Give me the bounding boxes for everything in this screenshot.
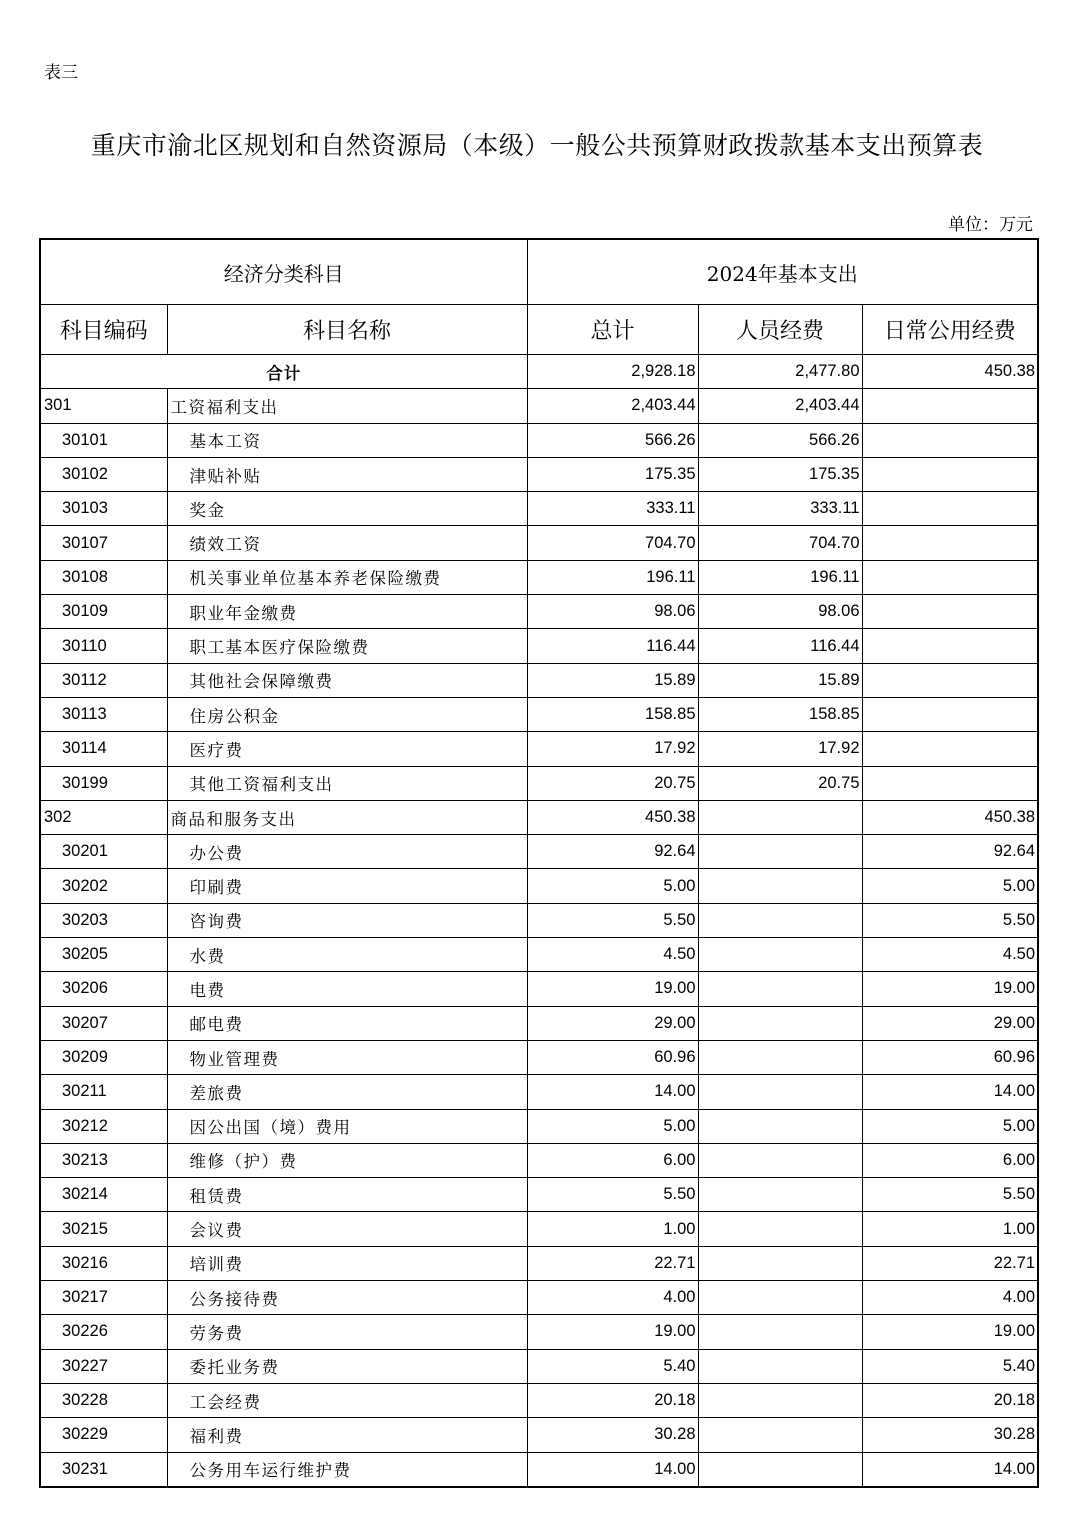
row-name: 因公出国（境）费用 — [167, 1109, 527, 1143]
row-name: 办公费 — [167, 835, 527, 869]
row-personnel: 158.85 — [698, 697, 862, 731]
row-total: 333.11 — [527, 492, 698, 526]
row-personnel — [698, 1006, 862, 1040]
row-name: 咨询费 — [167, 903, 527, 937]
row-daily-public: 14.00 — [862, 1075, 1038, 1109]
row-name: 机关事业单位基本养老保险缴费 — [167, 560, 527, 594]
table-row — [40, 1452, 1038, 1487]
row-daily-public: 19.00 — [862, 1315, 1038, 1349]
row-total: 19.00 — [527, 972, 698, 1006]
table-row — [40, 938, 1038, 972]
row-total: 15.89 — [527, 663, 698, 697]
row-daily-public — [862, 389, 1038, 423]
row-total: 14.00 — [527, 1075, 698, 1109]
table-row — [40, 732, 1038, 766]
table-row — [40, 903, 1038, 937]
table-row — [40, 560, 1038, 594]
row-daily-public — [862, 423, 1038, 457]
row-total: 29.00 — [527, 1006, 698, 1040]
row-total: 19.00 — [527, 1315, 698, 1349]
row-personnel — [698, 1143, 862, 1177]
row-personnel — [698, 1075, 862, 1109]
total-total: 2,928.18 — [527, 355, 698, 389]
row-name: 住房公积金 — [167, 697, 527, 731]
table-row — [40, 423, 1038, 457]
row-name: 委托业务费 — [167, 1349, 527, 1383]
table-row — [40, 663, 1038, 697]
row-total: 4.00 — [527, 1281, 698, 1315]
row-daily-public: 4.50 — [862, 938, 1038, 972]
row-code: 30112 — [40, 663, 167, 697]
row-daily-public: 20.18 — [862, 1383, 1038, 1417]
row-code: 30110 — [40, 629, 167, 663]
row-personnel — [698, 1315, 862, 1349]
row-total: 2,403.44 — [527, 389, 698, 423]
row-daily-public: 450.38 — [862, 800, 1038, 834]
row-personnel: 116.44 — [698, 629, 862, 663]
row-code: 30211 — [40, 1075, 167, 1109]
table-row — [40, 629, 1038, 663]
row-name: 培训费 — [167, 1246, 527, 1280]
row-personnel — [698, 1178, 862, 1212]
row-total: 158.85 — [527, 697, 698, 731]
table-number: 表三 — [44, 63, 78, 83]
row-code: 30216 — [40, 1246, 167, 1280]
row-code: 30209 — [40, 1040, 167, 1074]
row-daily-public: 1.00 — [862, 1212, 1038, 1246]
table-row — [40, 492, 1038, 526]
row-personnel: 2,403.44 — [698, 389, 862, 423]
row-daily-public — [862, 457, 1038, 491]
row-daily-public: 22.71 — [862, 1246, 1038, 1280]
row-personnel — [698, 1418, 862, 1452]
row-total: 5.00 — [527, 1109, 698, 1143]
row-name: 电费 — [167, 972, 527, 1006]
row-name: 维修（护）费 — [167, 1143, 527, 1177]
row-code: 301 — [40, 389, 167, 423]
row-personnel — [698, 800, 862, 834]
row-code: 30113 — [40, 697, 167, 731]
row-name: 印刷费 — [167, 869, 527, 903]
row-code: 30217 — [40, 1281, 167, 1315]
row-name: 绩效工资 — [167, 526, 527, 560]
header-code: 科目编码 — [40, 305, 167, 355]
table-row — [40, 595, 1038, 629]
row-code: 30114 — [40, 732, 167, 766]
row-name: 物业管理费 — [167, 1040, 527, 1074]
row-name: 其他社会保障缴费 — [167, 663, 527, 697]
row-personnel — [698, 972, 862, 1006]
row-daily-public: 19.00 — [862, 972, 1038, 1006]
row-name: 差旅费 — [167, 1075, 527, 1109]
row-daily-public — [862, 629, 1038, 663]
row-daily-public — [862, 697, 1038, 731]
row-code: 30215 — [40, 1212, 167, 1246]
row-name: 职工基本医疗保险缴费 — [167, 629, 527, 663]
row-daily-public: 5.00 — [862, 869, 1038, 903]
row-name: 奖金 — [167, 492, 527, 526]
row-personnel — [698, 1383, 862, 1417]
row-code: 30205 — [40, 938, 167, 972]
row-name: 公务接待费 — [167, 1281, 527, 1315]
header-total: 总计 — [527, 305, 698, 355]
row-total: 60.96 — [527, 1040, 698, 1074]
row-name: 会议费 — [167, 1212, 527, 1246]
table-row — [40, 697, 1038, 731]
row-daily-public: 5.00 — [862, 1109, 1038, 1143]
row-daily-public: 30.28 — [862, 1418, 1038, 1452]
row-total: 116.44 — [527, 629, 698, 663]
row-code: 30109 — [40, 595, 167, 629]
row-daily-public — [862, 526, 1038, 560]
row-daily-public: 14.00 — [862, 1452, 1038, 1487]
row-code: 30207 — [40, 1006, 167, 1040]
row-personnel — [698, 869, 862, 903]
row-name: 医疗费 — [167, 732, 527, 766]
row-code: 30231 — [40, 1452, 167, 1487]
row-code: 30226 — [40, 1315, 167, 1349]
row-code: 30107 — [40, 526, 167, 560]
row-daily-public: 5.40 — [862, 1349, 1038, 1383]
row-personnel: 704.70 — [698, 526, 862, 560]
row-total: 98.06 — [527, 595, 698, 629]
header-row-columns — [40, 305, 1038, 355]
row-code: 30108 — [40, 560, 167, 594]
table-row — [40, 1383, 1038, 1417]
row-code: 30199 — [40, 766, 167, 800]
row-name: 租赁费 — [167, 1178, 527, 1212]
row-name: 劳务费 — [167, 1315, 527, 1349]
row-daily-public: 4.00 — [862, 1281, 1038, 1315]
row-total: 17.92 — [527, 732, 698, 766]
row-daily-public — [862, 663, 1038, 697]
table-row — [40, 1212, 1038, 1246]
row-personnel: 566.26 — [698, 423, 862, 457]
row-daily-public: 6.00 — [862, 1143, 1038, 1177]
row-personnel — [698, 1452, 862, 1487]
total-label: 合计 — [40, 355, 527, 389]
row-total: 566.26 — [527, 423, 698, 457]
row-code: 30101 — [40, 423, 167, 457]
row-personnel: 196.11 — [698, 560, 862, 594]
row-total: 4.50 — [527, 938, 698, 972]
row-name: 工会经费 — [167, 1383, 527, 1417]
row-personnel — [698, 903, 862, 937]
unit-label: 单位：万元 — [948, 215, 1033, 235]
row-daily-public: 5.50 — [862, 1178, 1038, 1212]
row-name: 水费 — [167, 938, 527, 972]
row-daily-public — [862, 732, 1038, 766]
header-name: 科目名称 — [167, 305, 527, 355]
row-name: 公务用车运行维护费 — [167, 1452, 527, 1487]
table-row — [40, 766, 1038, 800]
row-total: 6.00 — [527, 1143, 698, 1177]
header-basic-expense: 2024年基本支出 — [527, 239, 1038, 305]
table-row — [40, 835, 1038, 869]
table-row — [40, 1246, 1038, 1280]
row-code: 30203 — [40, 903, 167, 937]
table-row — [40, 1281, 1038, 1315]
row-total: 20.18 — [527, 1383, 698, 1417]
row-daily-public: 60.96 — [862, 1040, 1038, 1074]
row-total: 175.35 — [527, 457, 698, 491]
row-personnel — [698, 1109, 862, 1143]
row-code: 30229 — [40, 1418, 167, 1452]
row-personnel: 98.06 — [698, 595, 862, 629]
row-daily-public: 92.64 — [862, 835, 1038, 869]
row-code: 30202 — [40, 869, 167, 903]
row-name: 工资福利支出 — [167, 389, 527, 423]
row-personnel — [698, 835, 862, 869]
row-total: 1.00 — [527, 1212, 698, 1246]
row-name: 职业年金缴费 — [167, 595, 527, 629]
row-personnel — [698, 1212, 862, 1246]
row-personnel — [698, 1349, 862, 1383]
row-total: 22.71 — [527, 1246, 698, 1280]
row-personnel — [698, 938, 862, 972]
row-personnel: 333.11 — [698, 492, 862, 526]
row-code: 302 — [40, 800, 167, 834]
row-total: 92.64 — [527, 835, 698, 869]
table-row — [40, 1040, 1038, 1074]
row-daily-public: 5.50 — [862, 903, 1038, 937]
row-code: 30102 — [40, 457, 167, 491]
header-daily-public: 日常公用经费 — [862, 305, 1038, 355]
table-row — [40, 1349, 1038, 1383]
table-row — [40, 1006, 1038, 1040]
row-code: 30103 — [40, 492, 167, 526]
row-total: 14.00 — [527, 1452, 698, 1487]
row-total: 5.50 — [527, 1178, 698, 1212]
row-personnel: 15.89 — [698, 663, 862, 697]
header-row-group — [40, 239, 1038, 305]
row-daily-public — [862, 766, 1038, 800]
row-personnel: 17.92 — [698, 732, 862, 766]
row-name: 津贴补贴 — [167, 457, 527, 491]
row-total: 450.38 — [527, 800, 698, 834]
table-row — [40, 1075, 1038, 1109]
row-daily-public — [862, 492, 1038, 526]
row-total: 5.50 — [527, 903, 698, 937]
row-total: 704.70 — [527, 526, 698, 560]
row-code: 30206 — [40, 972, 167, 1006]
table-row — [40, 457, 1038, 491]
row-personnel: 175.35 — [698, 457, 862, 491]
table-row — [40, 1418, 1038, 1452]
row-name: 基本工资 — [167, 423, 527, 457]
row-personnel: 20.75 — [698, 766, 862, 800]
table-row — [40, 1143, 1038, 1177]
page-title: 重庆市渝北区规划和自然资源局（本级）一般公共预算财政拨款基本支出预算表 — [90, 131, 984, 160]
row-total: 20.75 — [527, 766, 698, 800]
row-code: 30212 — [40, 1109, 167, 1143]
row-code: 30214 — [40, 1178, 167, 1212]
row-total: 196.11 — [527, 560, 698, 594]
table-row — [40, 869, 1038, 903]
table-row — [40, 1178, 1038, 1212]
row-personnel — [698, 1281, 862, 1315]
table-row — [40, 972, 1038, 1006]
row-name: 商品和服务支出 — [167, 800, 527, 834]
row-name: 其他工资福利支出 — [167, 766, 527, 800]
row-personnel — [698, 1246, 862, 1280]
table-row — [40, 1315, 1038, 1349]
row-code: 30201 — [40, 835, 167, 869]
total-personnel: 2,477.80 — [698, 355, 862, 389]
row-total: 5.00 — [527, 869, 698, 903]
table-row — [40, 389, 1038, 423]
header-personnel: 人员经费 — [698, 305, 862, 355]
row-daily-public — [862, 595, 1038, 629]
row-name: 邮电费 — [167, 1006, 527, 1040]
total-daily-public: 450.38 — [862, 355, 1038, 389]
header-economic-class: 经济分类科目 — [40, 239, 527, 305]
row-code: 30227 — [40, 1349, 167, 1383]
row-daily-public: 29.00 — [862, 1006, 1038, 1040]
row-code: 30213 — [40, 1143, 167, 1177]
budget-table — [39, 238, 1039, 1488]
table-row — [40, 526, 1038, 560]
total-row — [40, 355, 1038, 389]
row-total: 5.40 — [527, 1349, 698, 1383]
table-row — [40, 800, 1038, 834]
row-total: 30.28 — [527, 1418, 698, 1452]
row-personnel — [698, 1040, 862, 1074]
table-row — [40, 1109, 1038, 1143]
row-daily-public — [862, 560, 1038, 594]
row-name: 福利费 — [167, 1418, 527, 1452]
row-code: 30228 — [40, 1383, 167, 1417]
